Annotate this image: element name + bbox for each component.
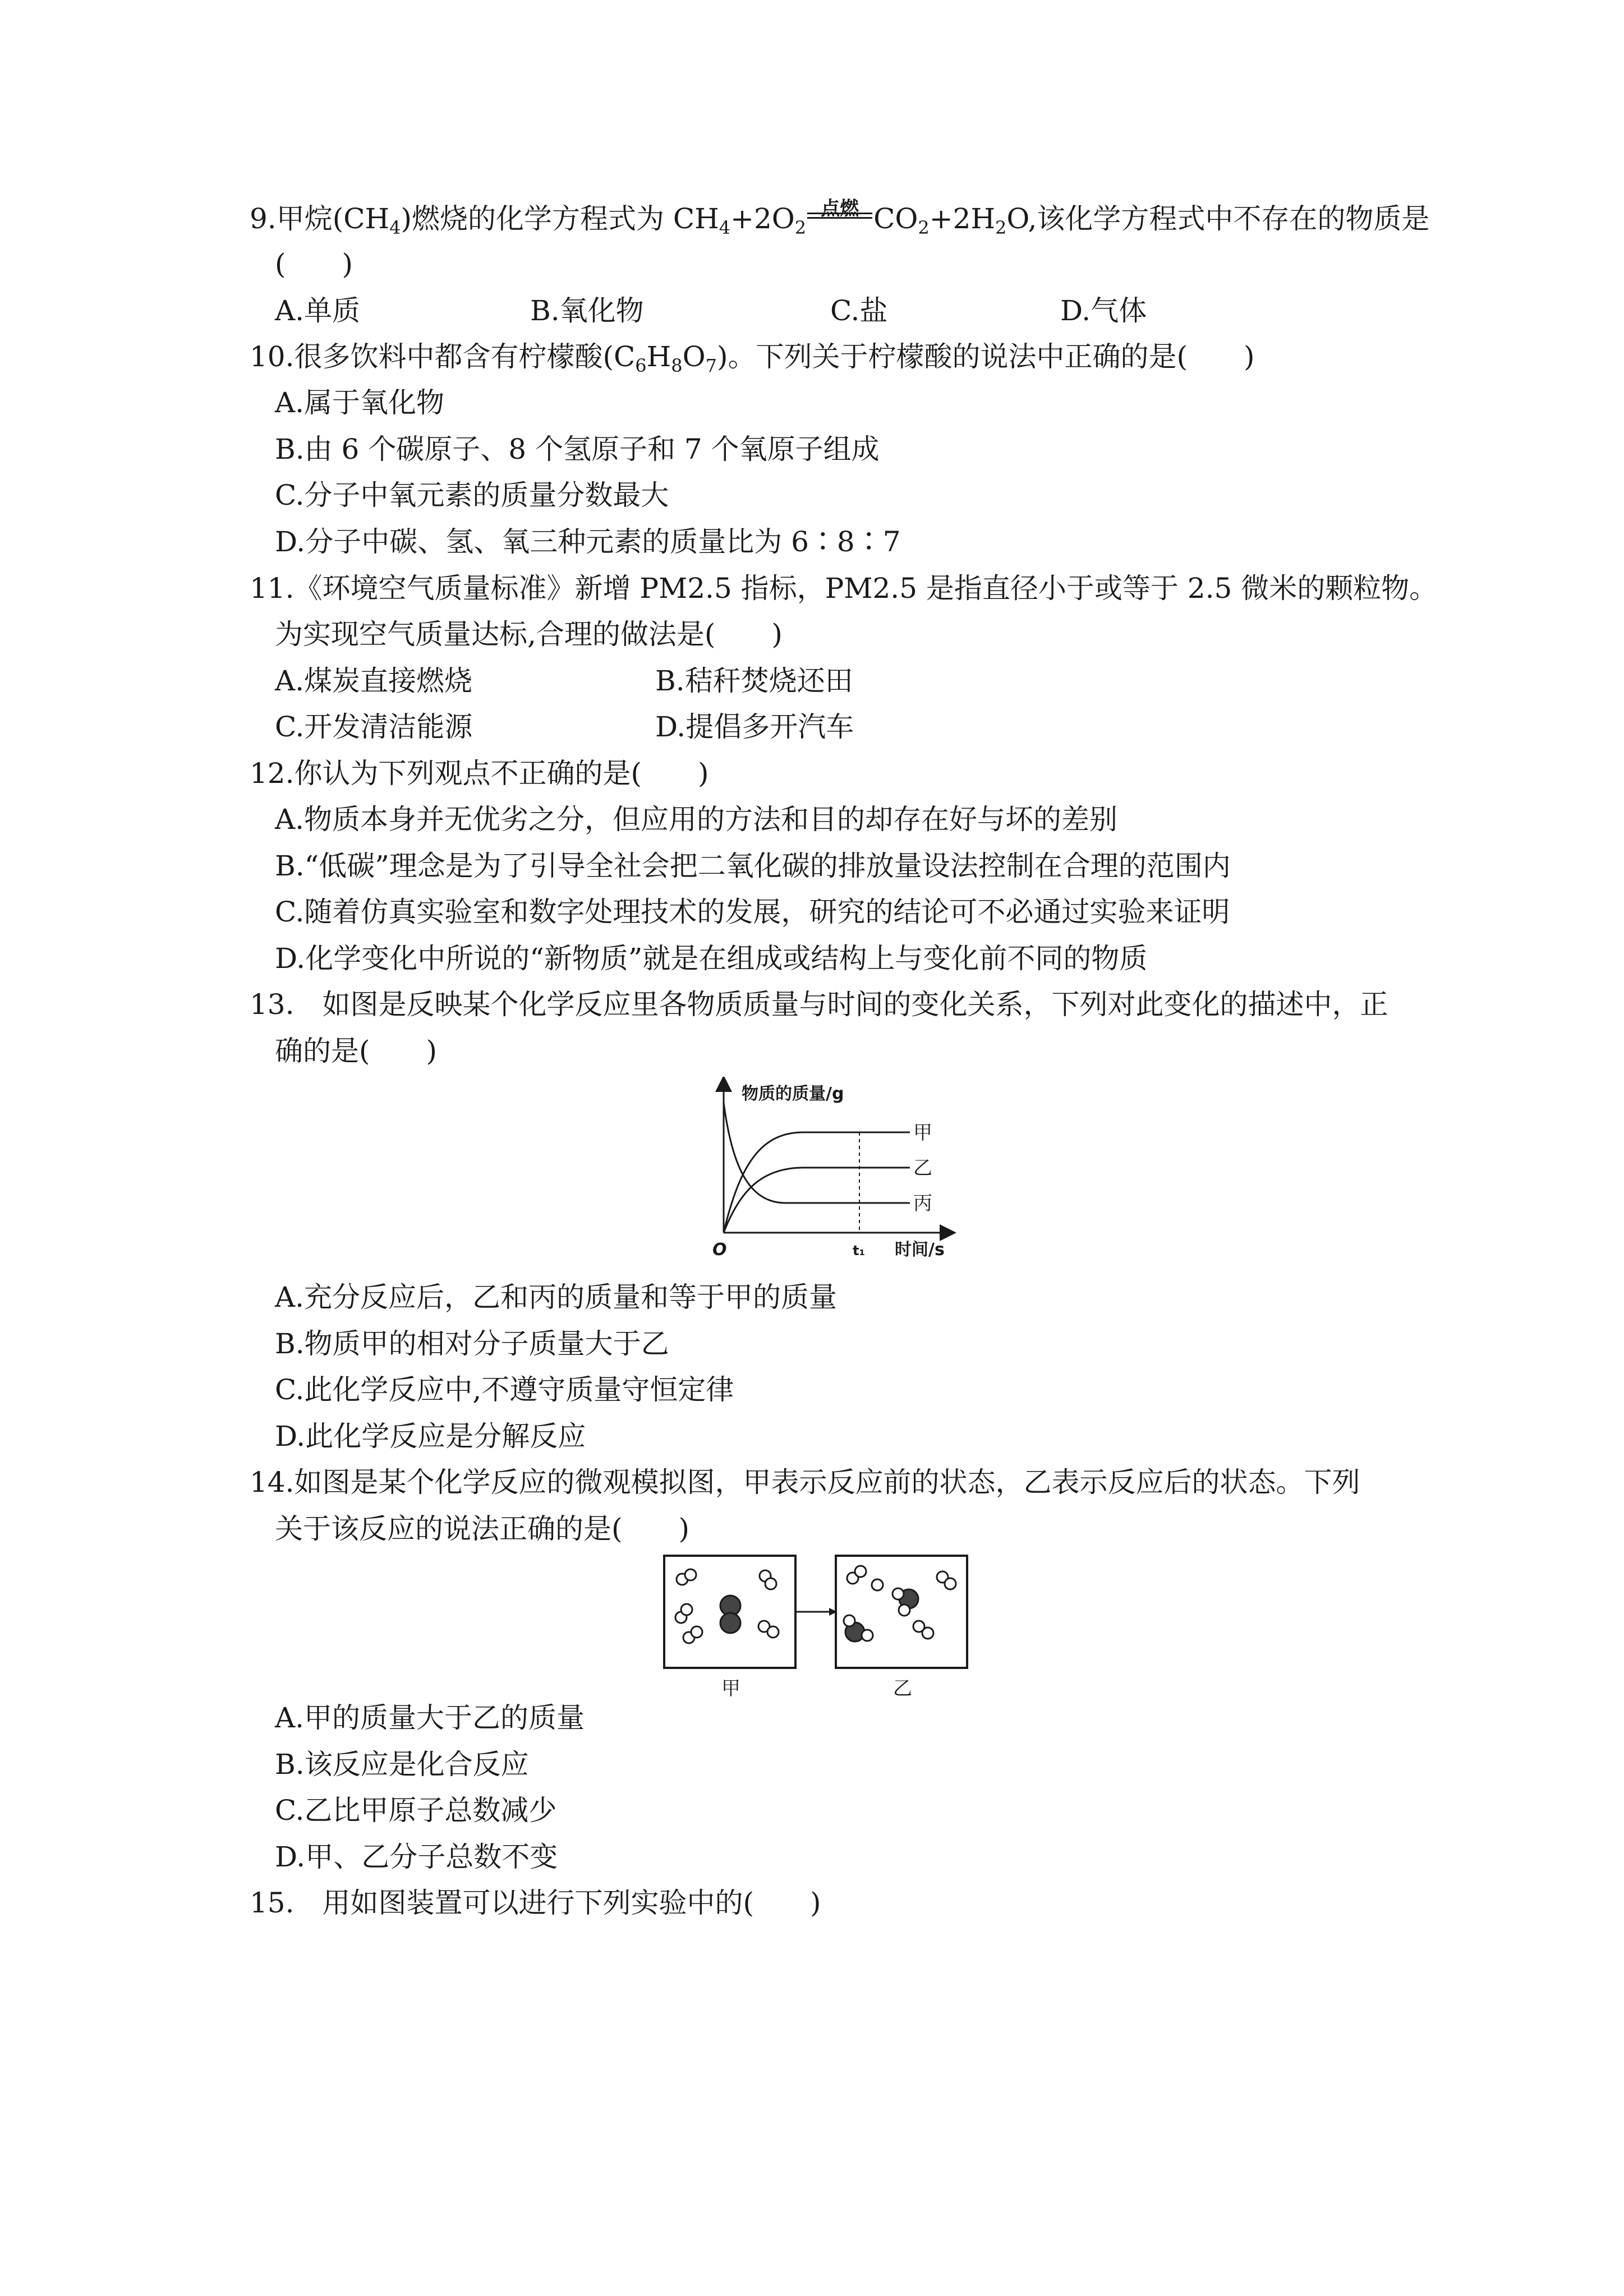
q10-option-b: B.由 6 个碳原子、8 个氢原子和 7 个氧原子组成: [275, 433, 880, 465]
q13-stem-line2: 确的是( ): [275, 1035, 438, 1067]
q11-stem-line1: 11.《环境空气质量标准》新增 PM2.5 指标，PM2.5 是指直径小于或等于 2.5 微米的颗粒物。: [250, 572, 1438, 605]
series-yi-label: 乙: [913, 1157, 932, 1179]
x-axis-label: 时间/s: [895, 1240, 945, 1260]
origin-label: O: [712, 1240, 727, 1260]
y-axis-label: 物质的质量/g: [742, 1084, 844, 1104]
q11-option-a: A.煤炭直接燃烧: [275, 665, 473, 697]
q12-option-c: C.随着仿真实验室和数字处理技术的发展，研究的结论可不必通过实验来证明: [275, 896, 1230, 928]
series-bing-label: 丙: [913, 1192, 932, 1215]
q13-option-b: B.物质甲的相对分子质量大于乙: [275, 1327, 669, 1360]
q13-option-d: D.此化学反应是分解反应: [275, 1420, 586, 1453]
before-label: 甲: [721, 1677, 740, 1700]
q10-option-a: A.属于氧化物: [275, 386, 445, 419]
q9-option-b: B.氧化物: [530, 294, 644, 327]
q11-stem-line2: 为实现空气质量达标,合理的做法是( ): [275, 618, 783, 651]
mass-time-chart: [701, 1077, 959, 1267]
q14-stem-line1: 14.如图是某个化学反应的微观模拟图，甲表示反应前的状态，乙表示反应后的状态。下列: [250, 1466, 1360, 1499]
series-jia-line: [724, 1132, 910, 1233]
q12-stem: 12.你认为下列观点不正确的是( ): [250, 757, 709, 790]
q14-option-b: B.该反应是化合反应: [275, 1748, 529, 1781]
q9-option-c: C.盐: [830, 294, 888, 327]
series-yi-line: [724, 1168, 910, 1233]
q9-option-d: D.气体: [1060, 294, 1147, 327]
micro-reaction-diagram: [662, 1553, 976, 1705]
q12-option-a: A.物质本身并无优劣之分，但应用的方法和目的却存在好与坏的差别: [275, 803, 1118, 836]
reaction-condition: 点燃: [806, 200, 873, 228]
after-label: 乙: [893, 1677, 912, 1700]
q10-option-d: D.分子中碳、氢、氧三种元素的质量比为 6∶8∶7: [275, 525, 901, 558]
series-bing-line: [724, 1103, 910, 1203]
q12-option-b: B.“低碳”理念是为了引导全社会把二氧化碳的排放量设法控制在合理的范围内: [275, 850, 1231, 882]
q14-stem-line2: 关于该反应的说法正确的是( ): [275, 1513, 690, 1545]
q12-option-d: D.化学变化中所说的“新物质”就是在组成或结构上与变化前不同的物质: [275, 942, 1148, 975]
q11-option-c: C.开发清洁能源: [275, 711, 473, 743]
q14-option-a: A.甲的质量大于乙的质量: [275, 1702, 585, 1734]
q15-stem: 15. 用如图装置可以进行下列实验中的( ): [250, 1887, 821, 1919]
q11-option-b: B.秸秆焚烧还田: [655, 665, 853, 697]
q9-option-a: A.单质: [275, 294, 361, 327]
q13-stem-line1: 13. 如图是反映某个化学反应里各物质质量与时间的变化关系，下列对此变化的描述中，正: [250, 988, 1388, 1021]
q11-option-d: D.提倡多开汽车: [655, 711, 854, 743]
q14-option-d: D.甲、乙分子总数不变: [275, 1841, 558, 1873]
q13-option-a: A.充分反应后，乙和丙的质量和等于甲的质量: [275, 1281, 838, 1313]
q9-answer-blank: ( ): [275, 248, 353, 280]
q13-option-c: C.此化学反应中,不遵守质量守恒定律: [275, 1373, 734, 1406]
q10-option-c: C.分子中氧元素的质量分数最大: [275, 479, 669, 511]
q14-option-c: C.乙比甲原子总数减少: [275, 1794, 557, 1827]
q9-stem-line1: 9.甲烷$(CH_4)$燃烧的化学方程式为 $CH_4+2O_2$ 点燃 $CO_2+2H_2O$,该化学方程式中不存在的物质是: [250, 197, 1430, 238]
q10-stem: 10.很多饮料中都含有柠檬酸$(C_6H_8O_7)$。下列关于柠檬酸的说法中正确的是( ): [250, 340, 1255, 376]
series-jia-label: 甲: [913, 1122, 932, 1144]
t1-label: t₁: [853, 1243, 865, 1258]
